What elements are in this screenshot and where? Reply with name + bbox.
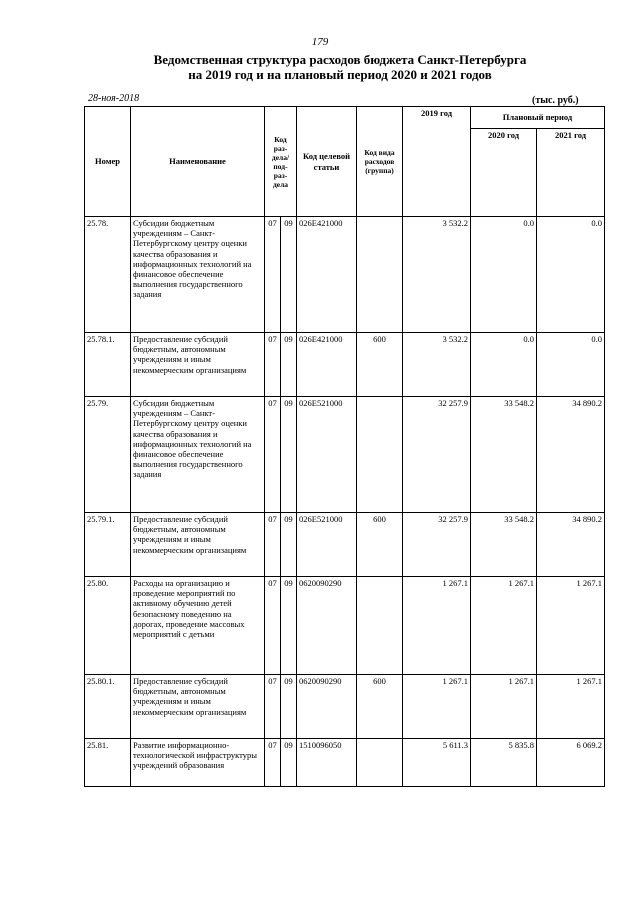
row-subsection: 09 — [281, 513, 297, 577]
row-expense-type — [357, 577, 403, 675]
table-row — [85, 675, 605, 739]
row-section: 07 — [265, 675, 281, 739]
row-section: 07 — [265, 577, 281, 675]
row-target-code: 0620090290 — [297, 577, 357, 675]
row-expense-type: 600 — [357, 513, 403, 577]
row-section: 07 — [265, 397, 281, 513]
document-title — [90, 52, 590, 82]
row-2019: 3 532.2 — [403, 217, 471, 333]
row-2020: 0.0 — [471, 217, 537, 333]
row-name: Расходы на организацию и проведение мероприятий по активному обучению детей безопасному поведению на дорогах, проведение массовых мероприятий с детьми — [131, 577, 265, 675]
row-target-code: 0620090290 — [297, 675, 357, 739]
row-number: 25.80.1. — [85, 675, 131, 739]
row-section: 07 — [265, 513, 281, 577]
page-number: 179 — [311, 36, 329, 48]
row-2021: 6 069.2 — [537, 739, 605, 787]
budget-table — [84, 106, 605, 787]
row-name: Субсидии бюджетным учреждениям – Санкт-Петербургскому центру оценки качества образования и информационных технологий на финансовое обеспечение выполнения государственного задания — [131, 217, 265, 333]
row-2019: 3 532.2 — [403, 333, 471, 397]
row-subsection: 09 — [281, 577, 297, 675]
row-number: 25.80. — [85, 577, 131, 675]
row-number: 25.78. — [85, 217, 131, 333]
row-number: 25.78.1. — [85, 333, 131, 397]
row-2019: 5 611.3 — [403, 739, 471, 787]
row-2020: 0.0 — [471, 333, 537, 397]
row-subsection: 09 — [281, 397, 297, 513]
header-2021: 2021 год — [537, 129, 605, 217]
row-2021: 34 890.2 — [537, 397, 605, 513]
row-name: Предоставление субсидий бюджетным, автономным учреждениям и иным некоммерческим организациям — [131, 513, 265, 577]
row-subsection: 09 — [281, 217, 297, 333]
header-number: Номер — [85, 107, 131, 217]
header-name: Наименование — [131, 107, 265, 217]
row-name: Развитие информационно-технологической инфраструктуры учреждений образования — [131, 739, 265, 787]
header-section-code: Код раз-дела/ под-раз-дела — [265, 107, 297, 217]
row-2019: 1 267.1 — [403, 675, 471, 739]
header-target-code: Код целевой статьи — [297, 107, 357, 217]
row-number: 25.79.1. — [85, 513, 131, 577]
row-subsection: 09 — [281, 739, 297, 787]
row-subsection: 09 — [281, 333, 297, 397]
row-2020: 1 267.1 — [471, 577, 537, 675]
row-subsection: 09 — [281, 675, 297, 739]
row-expense-type: 600 — [357, 675, 403, 739]
document-date: 28-ноя-2018 — [88, 93, 140, 104]
row-2019: 32 257.9 — [403, 513, 471, 577]
row-target-code: 026E521000 — [297, 513, 357, 577]
header-planned-period: Плановый период — [471, 107, 605, 129]
row-target-code: 026E421000 — [297, 217, 357, 333]
table-row — [85, 577, 605, 675]
table-row — [85, 333, 605, 397]
row-expense-type — [357, 217, 403, 333]
row-2020: 5 835.8 — [471, 739, 537, 787]
row-expense-type — [357, 397, 403, 513]
row-expense-type: 600 — [357, 333, 403, 397]
table-row — [85, 397, 605, 513]
row-target-code: 026E421000 — [297, 333, 357, 397]
row-number: 25.81. — [85, 739, 131, 787]
row-name: Субсидии бюджетным учреждениям – Санкт-Петербургскому центру оценки качества образования и информационных технологий на финансовое обеспечение выполнения государственного задания — [131, 397, 265, 513]
header-2020: 2020 год — [471, 129, 537, 217]
row-2019: 32 257.9 — [403, 397, 471, 513]
row-2021: 0.0 — [537, 333, 605, 397]
row-target-code: 026E521000 — [297, 397, 357, 513]
row-2021: 34 890.2 — [537, 513, 605, 577]
row-name: Предоставление субсидий бюджетным, автономным учреждениям и иным некоммерческим организациям — [131, 675, 265, 739]
row-name: Предоставление субсидий бюджетным, автономным учреждениям и иным некоммерческим организациям — [131, 333, 265, 397]
row-expense-type — [357, 739, 403, 787]
units-label: (тыс. руб.) — [532, 95, 579, 106]
row-2021: 1 267.1 — [537, 675, 605, 739]
header-2019: 2019 год — [403, 107, 471, 217]
header-expense-type: Код вида расходов (группа) — [357, 107, 403, 217]
row-2020: 33 548.2 — [471, 513, 537, 577]
title-line-2: на 2019 год и на плановый период 2020 и 2021 годов — [188, 67, 492, 82]
row-2020: 1 267.1 — [471, 675, 537, 739]
row-section: 07 — [265, 217, 281, 333]
title-line-1: Ведомственная структура расходов бюджета Санкт-Петербурга — [153, 52, 527, 67]
table-row — [85, 739, 605, 787]
table-row — [85, 513, 605, 577]
table-row — [85, 217, 605, 333]
row-2019: 1 267.1 — [403, 577, 471, 675]
row-target-code: 1510096050 — [297, 739, 357, 787]
row-number: 25.79. — [85, 397, 131, 513]
row-section: 07 — [265, 739, 281, 787]
row-2021: 0.0 — [537, 217, 605, 333]
row-section: 07 — [265, 333, 281, 397]
row-2020: 33 548.2 — [471, 397, 537, 513]
row-2021: 1 267.1 — [537, 577, 605, 675]
